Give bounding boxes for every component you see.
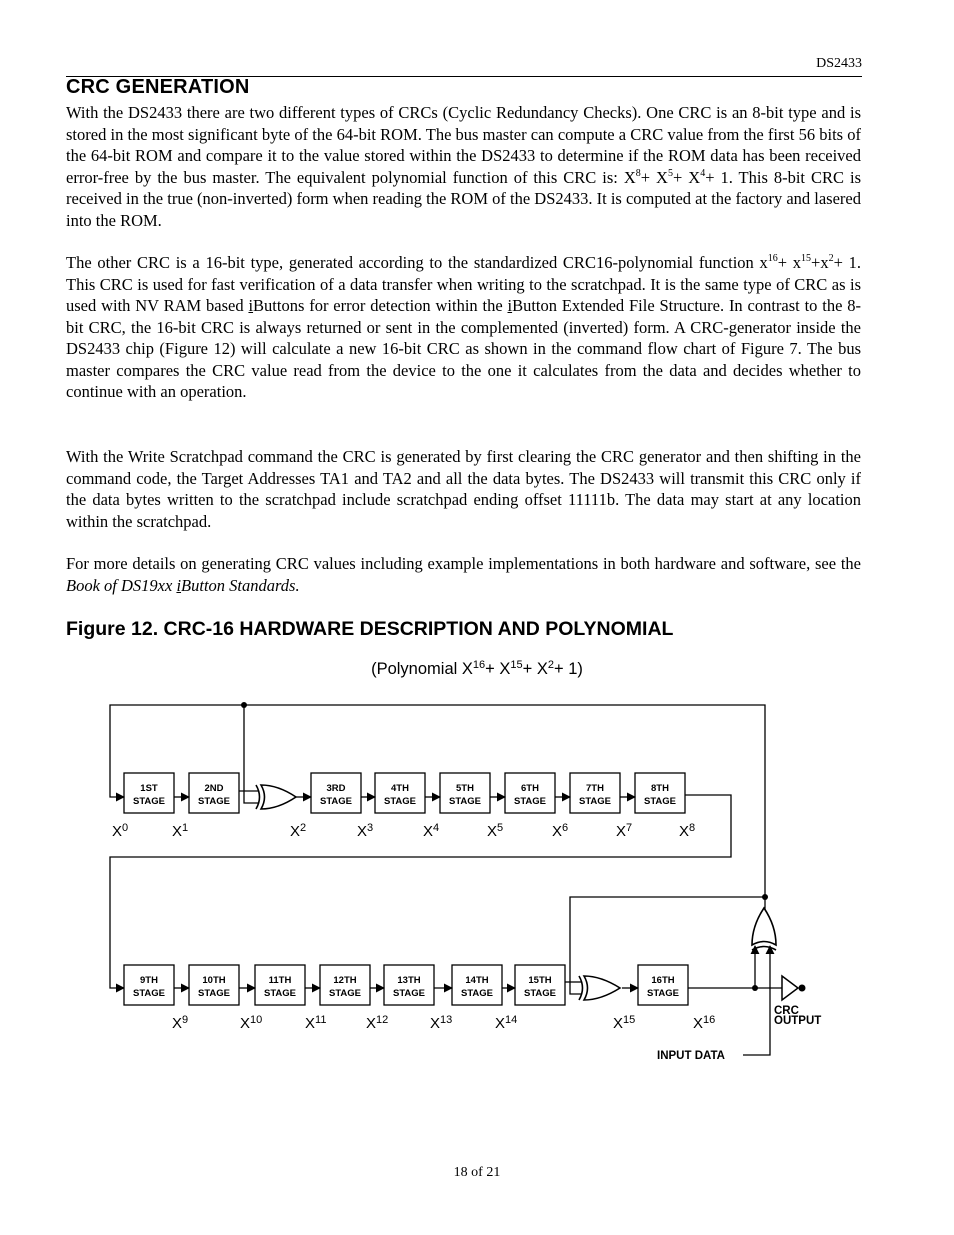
row1-wires — [110, 702, 765, 988]
svg-text:STAGE: STAGE — [263, 988, 297, 999]
svg-text:STAGE: STAGE — [460, 988, 494, 999]
tap-x0: $X^0$ — [112, 822, 129, 840]
svg-text:5TH: 5TH — [456, 783, 474, 794]
paragraph-crc-types: With the DS2433 there are two different types of CRCs (Cyclic Redundancy Checks). One CRC is an 8-bit type and is stored in the most significant byte of the 64-bit ROM. The bus master can compute a CRC value from the first 56 bits of the 64-bit ROM and compare it to the value stored within the DS2433 to determine if the ROM data has been received error-free by the bus master. The equivalent polynomial function of this CRC is: $X^8+ X^5+ X^4+ 1$. This 8-bit CRC is received in the true (non-inverted) form when reading the ROM of the DS2433. It is computed at the factory and lasered into the ROM. — [66, 103, 862, 230]
svg-text:13TH: 13TH — [397, 975, 421, 986]
svg-text:11TH: 11TH — [268, 975, 292, 986]
svg-text:6TH: 6TH — [521, 783, 539, 794]
stage-7 — [570, 773, 620, 813]
svg-text:OUTPUT: OUTPUT — [774, 1015, 822, 1027]
svg-text:14TH: 14TH — [465, 975, 489, 986]
svg-text:15TH: 15TH — [528, 975, 552, 986]
tap-x6: $X^6$ — [552, 822, 569, 840]
svg-text:STAGE: STAGE — [448, 796, 482, 807]
tap-x3: $X^3$ — [357, 822, 374, 840]
stage-15 — [515, 965, 565, 1005]
stage-14 — [452, 965, 502, 1005]
svg-text:STAGE: STAGE — [328, 988, 362, 999]
svg-text:4TH: 4TH — [391, 783, 409, 794]
stage-11 — [255, 965, 305, 1005]
tap-x14: $X^{14}$ — [495, 1014, 518, 1032]
svg-text:STAGE: STAGE — [392, 988, 426, 999]
tap-x12: $X^{12}$ — [366, 1014, 389, 1032]
xor-gate-3 — [752, 908, 776, 950]
svg-text:10TH: 10TH — [202, 975, 226, 986]
svg-text:9TH: 9TH — [140, 975, 158, 986]
stage-8 — [635, 773, 685, 813]
svg-text:STAGE: STAGE — [383, 796, 417, 807]
svg-text:STAGE: STAGE — [197, 988, 231, 999]
xor-gate-1 — [256, 785, 296, 809]
book-reference: Book of DS19xx iButton Standards. — [66, 575, 300, 595]
xor-gate-2 — [579, 976, 620, 1000]
svg-text:3RD: 3RD — [326, 783, 346, 794]
stage-16 — [638, 965, 688, 1005]
stage-6 — [505, 773, 555, 813]
output-buffer — [782, 976, 806, 1000]
svg-text:CRC: CRC — [774, 1005, 799, 1017]
paragraph-crc16: The other CRC is a 16-bit type, generated according to the standardized CRC16-polynomial function $x^{16}+ x^{15}+x^2+ 1$. This CRC is used for fast verification of a data transfer when writing to the scratchpad. It is the same type of CRC as is used with NV RAM based iButtons for error detection within the iButton Extended File Structure. In contrast to the 8-bit CRC, the 16-bit CRC is always returned or sent in the complemented (inverted) form. A CRC-generator inside the DS2433 chip (Figure 12) will calculate a new 16-bit CRC as shown in the command flow chart of Figure 7. The bus master compares the CRC value read from the device to the one it calculates from the data and decides whether to continue with an operation. — [66, 253, 862, 401]
tap-x10: $X^{10}$ — [240, 1014, 263, 1032]
stage-3 — [311, 773, 361, 813]
svg-text:STAGE: STAGE — [197, 796, 231, 807]
tap-x1: $X^1$ — [172, 822, 189, 840]
stage-9 — [124, 965, 174, 1005]
figure-title: Figure 12. CRC-16 HARDWARE DESCRIPTION AND POLYNOMIAL — [66, 618, 674, 640]
tap-x2: $X^2$ — [290, 822, 307, 840]
tap-x5: $X^5$ — [487, 822, 504, 840]
svg-text:STAGE: STAGE — [513, 796, 547, 807]
svg-text:8TH: 8TH — [651, 783, 669, 794]
svg-text:STAGE: STAGE — [578, 796, 612, 807]
document-id: DS2433 — [816, 56, 862, 71]
crc-output-label — [774, 1005, 821, 1027]
svg-text:12TH: 12TH — [333, 975, 357, 986]
svg-text:STAGE: STAGE — [132, 988, 166, 999]
tap-x11: $X^{11}$ — [305, 1014, 327, 1032]
input-data-label: INPUT DATA — [657, 1050, 725, 1062]
stage-4 — [375, 773, 425, 813]
svg-text:16TH: 16TH — [651, 975, 675, 986]
tap-x15: $X^{15}$ — [613, 1014, 636, 1032]
svg-text:STAGE: STAGE — [643, 796, 677, 807]
svg-text:2ND: 2ND — [204, 783, 224, 794]
stage-1 — [124, 773, 174, 813]
tap-x9: $X^9$ — [172, 1014, 189, 1032]
tap-x8: $X^8$ — [679, 822, 696, 840]
tap-x16: $X^{16}$ — [693, 1014, 716, 1032]
stage-5 — [440, 773, 490, 813]
tap-x13: $X^{13}$ — [430, 1014, 453, 1032]
svg-text:STAGE: STAGE — [319, 796, 353, 807]
paragraph-more-details: For more details on generating CRC values including example implementations in both hardware and software, see the Book of DS19xx iButton Standards. — [66, 554, 861, 595]
tap-x7: $X^7$ — [616, 822, 633, 840]
row1-taps — [112, 822, 695, 840]
svg-text:7TH: 7TH — [586, 783, 604, 794]
paragraph-write-scratchpad: With the Write Scratchpad command the CRC is generated by first clearing the CRC generator and then shifting in the command code, the Target Addresses TA1 and TA2 and all the data bytes. The DS2433 will transmit this CRC only if the data bytes written to the scratchpad include scratchpad ending offset 11111b. The data may start at any location within the scratchpad. — [66, 447, 861, 531]
section-title: CRC GENERATION — [66, 76, 250, 98]
svg-text:1ST: 1ST — [140, 783, 158, 794]
stage-12 — [320, 965, 370, 1005]
svg-text:STAGE: STAGE — [646, 988, 680, 999]
page-number: 18 of 21 — [453, 1165, 501, 1180]
row2-taps — [172, 1014, 715, 1032]
tap-x4: $X^4$ — [423, 822, 440, 840]
svg-text:STAGE: STAGE — [523, 988, 557, 999]
svg-text:STAGE: STAGE — [132, 796, 166, 807]
stage-13 — [384, 965, 434, 1005]
polynomial-caption: (Polynomial $X^{16}+ X^{15}+ X^2+ 1$) — [371, 659, 583, 678]
stage-10 — [189, 965, 239, 1005]
stage-2 — [189, 773, 239, 813]
row1-stages — [124, 773, 685, 813]
